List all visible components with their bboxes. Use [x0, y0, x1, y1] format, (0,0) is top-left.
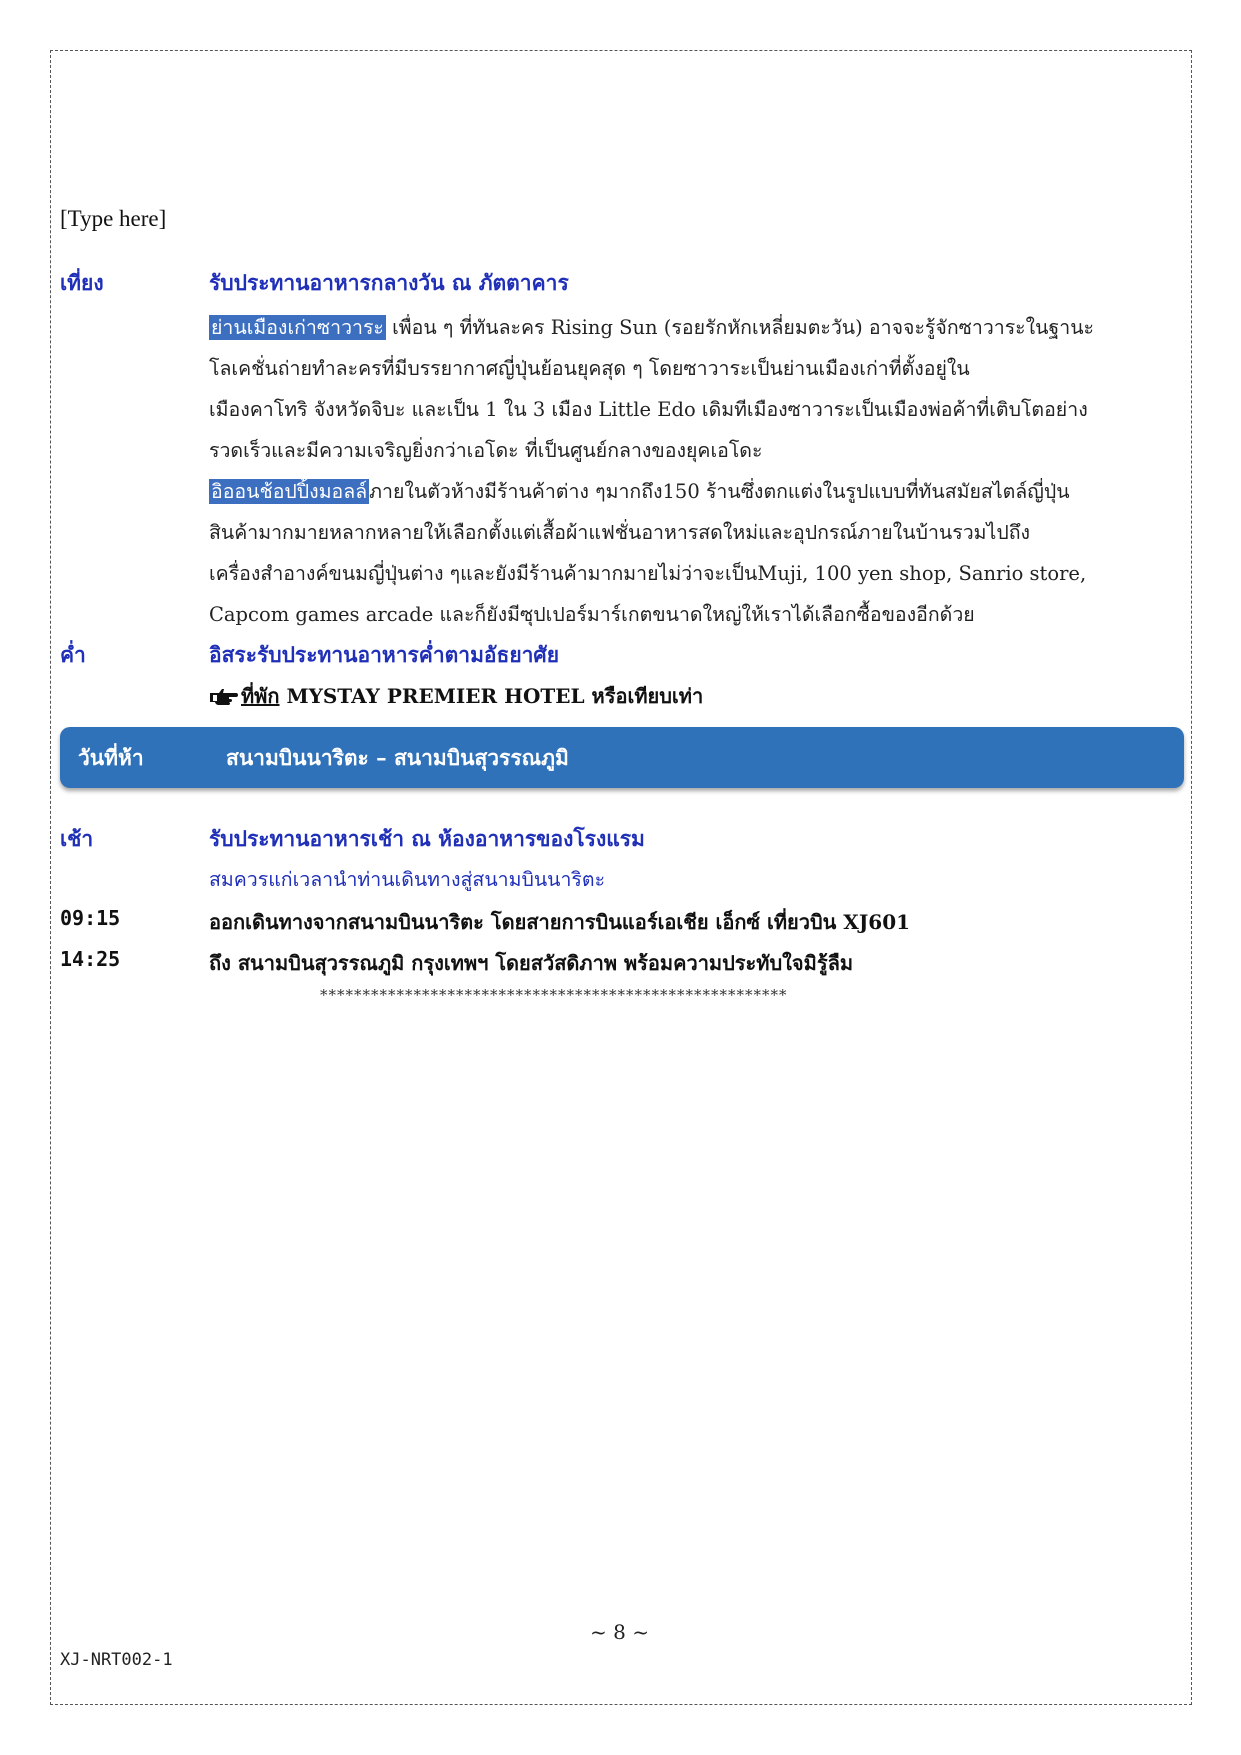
sawara-line-2: โลเคชั่นถ่ายทำละครที่มีบรรยากาศญี่ปุ่นย้อนยุคสุด ๆ โดยซาวาระเป็นย่านเมืองเก่าที่ตั้งอยู่ใน — [209, 357, 970, 380]
hotel-name: MYSTAY PREMIER HOTEL หรือเทียบเท่า — [279, 684, 704, 708]
day-route: สนามบินนาริตะ – สนามบินสุวรรณภูมิ — [226, 745, 569, 770]
sawara-highlight: ย่านเมืองเก่าซาวาระ — [211, 316, 384, 339]
noon-label: เที่ยง — [60, 270, 104, 295]
aeon-highlight: อิออนช้อปปิ้งมอลล์ — [211, 480, 368, 503]
aeon-line-3: เครื่องสำอางค์ขนมญี่ปุ่นต่าง ๆและยังมีร้านค้ามากมายไม่ว่าจะเป็นMuji, 100 yen shop, Sanrio store, — [209, 562, 1087, 585]
sawara-line-1: ย่านเมืองเก่าซาวาระ เพื่อน ๆ ที่ทันละคร Rising Sun (รอยรักหักเหลี่ยมตะวัน) อาจจะรู้จักซาวาระในฐานะ — [211, 316, 1095, 339]
schedule-text: ออกเดินทางจากสนามบินนาริตะ โดยสายการบินแอร์เอเชีย เอ็กซ์ เที่ยวบิน XJ601 — [209, 910, 911, 934]
day-header-bar — [60, 727, 1184, 788]
evening-title: อิสระรับประทานอาหารค่ำตามอัธยาศัย — [209, 642, 560, 667]
morning-title: รับประทานอาหารเช้า ณ ห้องอาหารของโรงแรม — [209, 826, 645, 851]
sawara-line-3: เมืองคาโทริ จังหวัดจิบะ และเป็น 1 ใน 3 เมือง Little Edo เดิมทีเมืองซาวาระเป็นเมืองพ่อค้าที่เติบโตอย่าง — [209, 398, 1088, 421]
schedule-time: 14:25 — [60, 947, 121, 971]
morning-label: เช้า — [60, 826, 94, 851]
header-placeholder: [Type here] — [60, 206, 167, 231]
day-number: วันที่ห้า — [78, 745, 144, 770]
hotel-line — [209, 680, 703, 712]
hotel-prefix: ที่พัก — [241, 684, 280, 708]
pointing-hand-icon — [209, 686, 238, 706]
document-code: XJ-NRT002-1 — [60, 1650, 173, 1670]
sawara-line-4: รวดเร็วและมีความเจริญยิ่งกว่าเอโดะ ที่เป็นศูนย์กลางของยุคเอโดะ — [209, 439, 763, 462]
evening-label: ค่ำ — [60, 642, 86, 667]
separator-stars: ******************************************************* — [320, 986, 788, 1004]
aeon-line-2: สินค้ามากมายหลากหลายให้เลือกตั้งแต่เสื้อผ้าแฟชั่นอาหารสดใหม่และอุปกรณ์ภายในบ้านรวมไปถึง — [209, 521, 1031, 544]
morning-sub: สมควรแก่เวลานำท่านเดินทางสู่สนามบินนาริตะ — [209, 868, 606, 891]
noon-title: รับประทานอาหารกลางวัน ณ ภัตตาคาร — [209, 270, 569, 295]
schedule-text: ถึง สนามบินสุวรรณภูมิ กรุงเทพฯ โดยสวัสดิภาพ พร้อมความประทับใจมิรู้ลืม — [209, 951, 854, 975]
page-number: ~ 8 ~ — [590, 1620, 649, 1644]
schedule-time: 09:15 — [60, 906, 121, 930]
aeon-line-4: Capcom games arcade และก็ยังมีซุปเปอร์มาร์เกตขนาดใหญ่ให้เราได้เลือกซื้อของอีกด้วย — [209, 603, 975, 626]
aeon-line-1: อิออนช้อปปิ้งมอลล์ ภายในตัวห้างมีร้านค้าต่าง ๆมากถึง150 ร้านซึ่งตกแต่งในรูปแบบที่ทันสมัยสไตล์ญี่ปุ่น — [211, 480, 1070, 503]
